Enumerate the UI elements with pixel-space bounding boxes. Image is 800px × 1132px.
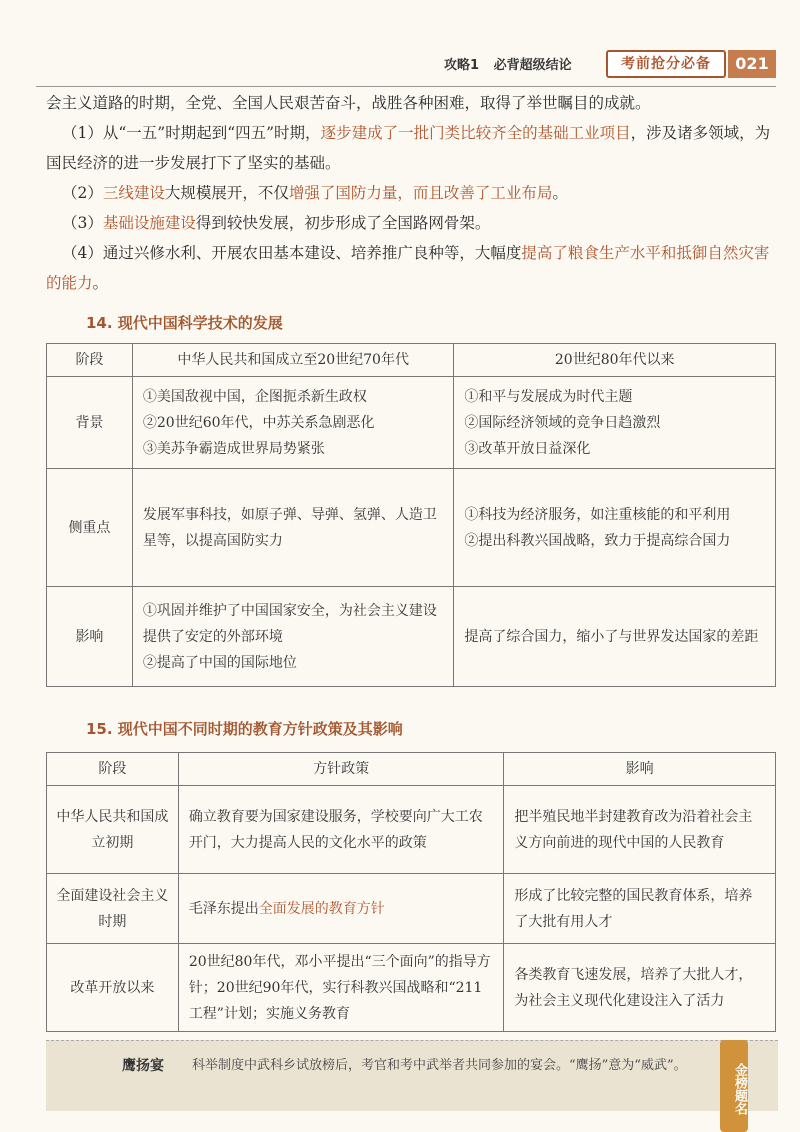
text: 。	[92, 274, 109, 292]
section15-title: 15. 现代中国不同时期的教育方针政策及其影响	[86, 720, 403, 738]
row-label: 全面建设社会主义时期	[47, 874, 179, 944]
cell-line: ③改革开放日益深化	[464, 440, 591, 457]
table-header-row	[47, 753, 776, 786]
text: ，涉及诸多领域，为国民经济的进一步发展打下了坚实的基础。	[46, 124, 771, 172]
table-cell	[454, 587, 776, 687]
table-header-row	[47, 344, 776, 377]
header-title	[444, 54, 572, 73]
table-row	[47, 874, 776, 944]
highlight: 逐步建成了一批门类比较齐全的基础工业项目	[320, 124, 631, 142]
table-row	[47, 944, 776, 1032]
cell-line: 发展军事科技，如原子弹、导弹、氢弹、人造卫星等，以提高国防实力	[142, 506, 437, 549]
page-header	[0, 48, 800, 84]
cell-line: ③美苏争霸造成世界局势紧张	[142, 440, 325, 457]
footer-note	[46, 1040, 778, 1111]
table-header: 方针政策	[178, 753, 504, 786]
header-section: 攻略1	[444, 58, 480, 73]
table-cell	[132, 377, 454, 469]
highlight: 增强了国防力量，而且改善了工业布局	[288, 184, 553, 202]
text: （4）通过兴修水利、开展农田基本建设、培养推广良种等，大幅度	[62, 244, 522, 262]
text: （2）	[62, 184, 103, 202]
intro-point-1	[46, 118, 772, 178]
table-row	[47, 786, 776, 874]
text: （1）从“一五”时期起到“四五”时期，	[62, 124, 321, 142]
table-row	[47, 469, 776, 587]
intro-point-4	[46, 238, 772, 298]
text: （3）	[62, 214, 103, 232]
table-row	[47, 587, 776, 687]
table-header: 中华人民共和国成立至20世纪70年代	[132, 344, 454, 377]
highlight: 基础设施建设	[102, 214, 196, 232]
cell-line: 提高了综合国力，缩小了与世界发达国家的差距	[464, 628, 759, 645]
text: 大规模展开，不仅	[164, 184, 289, 202]
cell-line: ②提出科教兴国战略，致力于提高综合国力	[464, 532, 731, 549]
table-cell	[178, 874, 504, 944]
table-header: 阶段	[47, 753, 179, 786]
row-label: 侧重点	[47, 469, 133, 587]
table-header: 阶段	[47, 344, 133, 377]
table-header: 影响	[504, 753, 776, 786]
cell-line: ②国际经济领域的竞争日趋激烈	[464, 414, 661, 431]
row-label: 中华人民共和国成立初期	[47, 786, 179, 874]
table-cell: 把半殖民地半封建教育改为沿着社会主义方向前进的现代中国的人民教育	[504, 786, 776, 874]
intro-point-3	[46, 208, 772, 238]
table-row	[47, 377, 776, 469]
section14-title: 14. 现代中国科学技术的发展	[86, 314, 283, 332]
education-policy-table	[46, 752, 776, 1032]
header-subtitle: 必背超级结论	[493, 58, 572, 73]
cell-line: ①和平与发展成为时代主题	[464, 388, 633, 405]
table-cell	[132, 587, 454, 687]
row-label: 背景	[47, 377, 133, 469]
row-label: 改革开放以来	[47, 944, 179, 1032]
table-cell: 各类教育飞速发展，培养了大批人才，为社会主义现代化建设注入了活力	[504, 944, 776, 1032]
cell-line: ①科技为经济服务，如注重核能的和平利用	[464, 506, 731, 523]
highlight: 三线建设	[102, 184, 165, 202]
cell-line: ①美国敌视中国，企图扼杀新生政权	[142, 388, 367, 405]
table-cell: 确立教育要为国家建设服务，学校要向广大工农开门，大力提高人民的文化水平的政策	[178, 786, 504, 874]
table-cell: 20世纪80年代，邓小平提出“三个面向”的指导方针；20世纪90年代，实行科教兴国战略和“211工程”计划；实施义务教育	[178, 944, 504, 1032]
header-rule	[36, 86, 776, 87]
intro-text	[46, 88, 772, 298]
page-number: 021	[728, 50, 776, 78]
cell-line: ①巩固并维护了中国国家安全，为社会主义建设提供了安定的外部环境	[142, 602, 437, 645]
table-cell	[454, 469, 776, 587]
text: 得到较快发展，初步形成了全国路网骨架。	[195, 214, 491, 232]
highlight: 提高了粮食生产水平和抵御自然灾害的能力	[46, 244, 770, 292]
footer-term: 鹰扬宴	[122, 1058, 164, 1074]
footer-tag: 金榜题名	[720, 1040, 748, 1132]
row-label: 影响	[47, 587, 133, 687]
table-header: 20世纪80年代以来	[454, 344, 776, 377]
header-badge: 考前抢分必备	[606, 50, 726, 78]
cell-line: ②提高了中国的国际地位	[142, 654, 297, 671]
table-cell: 形成了比较完整的国民教育体系，培养了大批有用人才	[504, 874, 776, 944]
intro-line0: 会主义道路的时期，全党、全国人民艰苦奋斗，战胜各种困难，取得了举世瞩目的成就。	[46, 94, 651, 112]
cell-line: ②20世纪60年代，中苏关系急剧恶化	[142, 414, 375, 431]
footer-text: 科举制度中武科乡试放榜后，考官和考中武举者共同参加的宴会。“鹰扬”意为“威武”。	[192, 1058, 687, 1073]
text: 。	[552, 184, 568, 202]
highlight: 全面发展的教育方针	[258, 900, 385, 917]
text: 毛泽东提出	[188, 900, 259, 917]
intro-point-2	[46, 178, 772, 208]
table-cell	[454, 377, 776, 469]
science-tech-table	[46, 343, 776, 687]
table-cell	[132, 469, 454, 587]
